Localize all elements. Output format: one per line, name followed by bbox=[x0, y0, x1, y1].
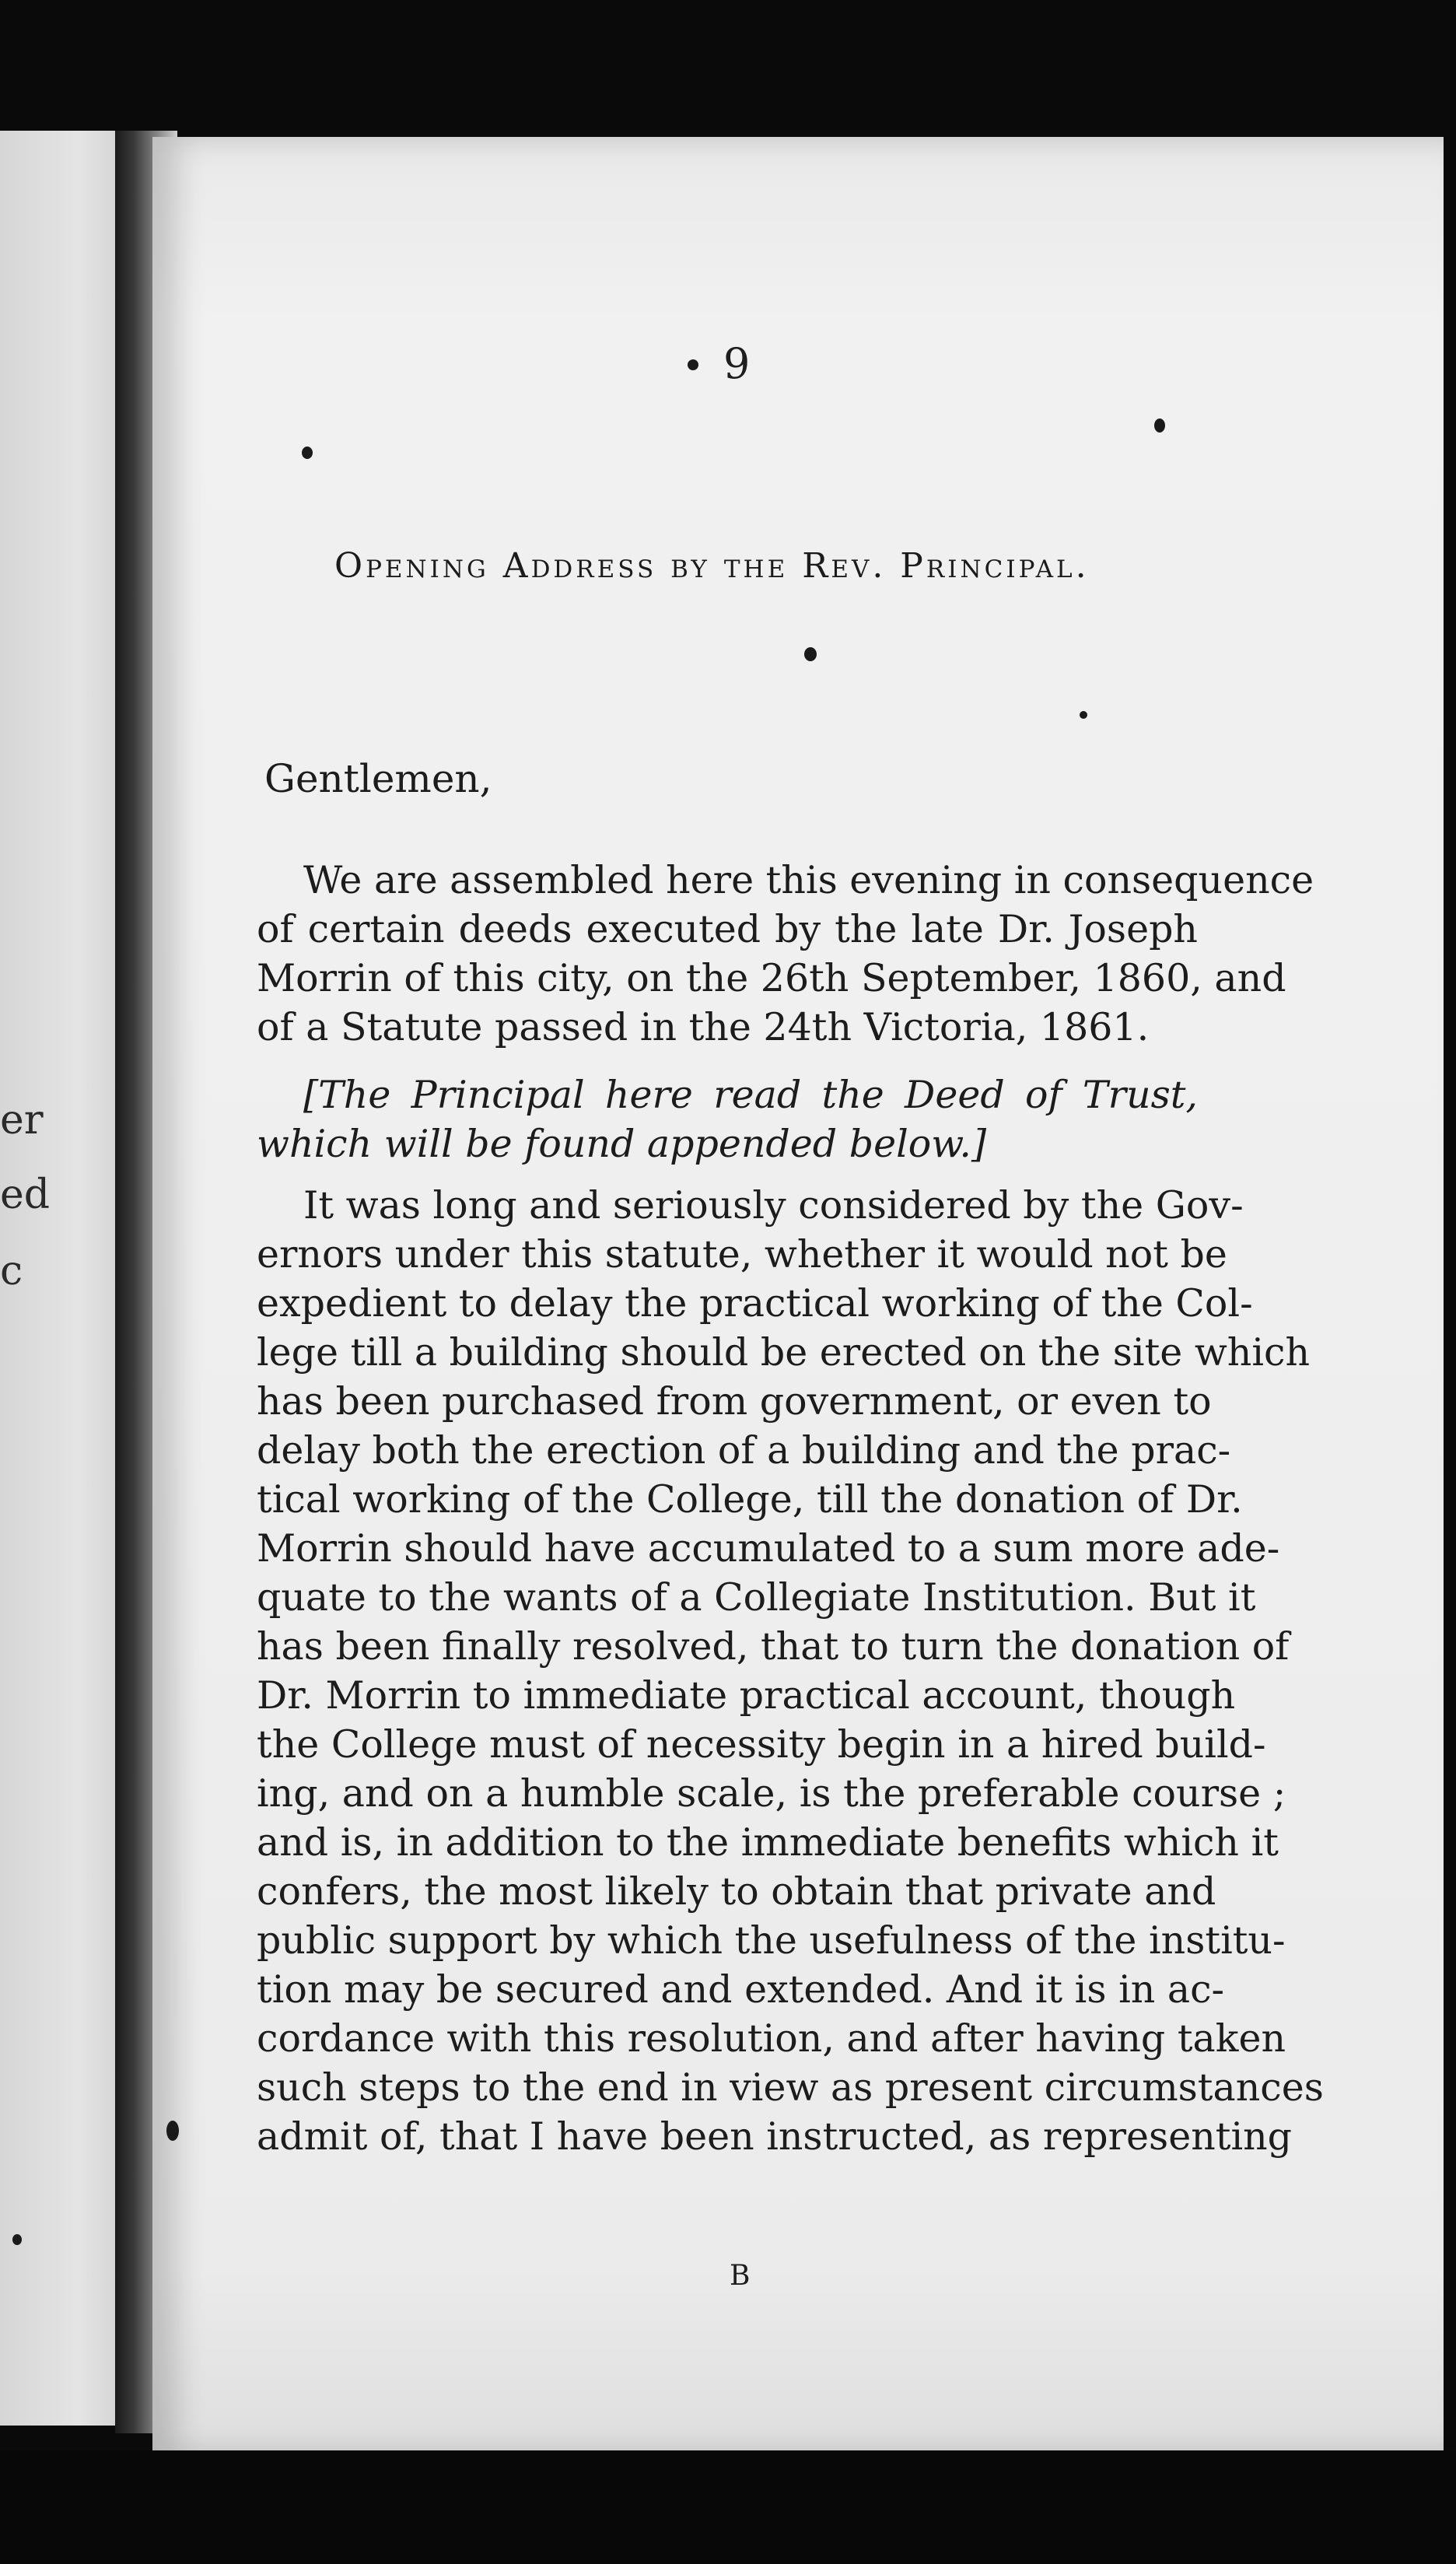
previous-page-fragment: c bbox=[0, 1248, 23, 1294]
text-line: Morrin should have accumulated to a sum more ade- bbox=[257, 1526, 1280, 1571]
ink-speck bbox=[12, 2234, 22, 2245]
editorial-note bbox=[257, 1070, 1198, 1168]
previous-page-edge bbox=[0, 131, 132, 2426]
text-line: Dr. Morrin to immediate practical account, though bbox=[257, 1673, 1236, 1718]
page-heading: Opening Address by the Rev. Principal. bbox=[334, 546, 1090, 586]
note-line: which will be found appended below.] bbox=[257, 1122, 987, 1166]
previous-page-fragment: ed bbox=[0, 1172, 51, 1218]
text-line: quate to the wants of a Collegiate Institution. But it bbox=[257, 1575, 1256, 1620]
text-line: lege till a building should be erected on the site which bbox=[257, 1330, 1311, 1375]
text-line: We are assembled here this evening in consequence bbox=[303, 858, 1314, 902]
paragraph-two bbox=[257, 1181, 1324, 2161]
ink-speck bbox=[1080, 711, 1087, 719]
paragraph-one bbox=[257, 856, 1314, 1052]
text-line: cordance with this resolution, and after having taken bbox=[257, 2016, 1286, 2061]
text-line: of certain deeds executed by the late Dr. Joseph bbox=[257, 907, 1198, 951]
text-line: admit of, that I have been instructed, as representing bbox=[257, 2114, 1293, 2159]
text-line: delay both the erection of a building and the prac- bbox=[257, 1428, 1231, 1473]
text-line: and is, in addition to the immediate benefits which it bbox=[257, 1820, 1279, 1865]
text-line: has been finally resolved, that to turn the donation of bbox=[257, 1624, 1290, 1669]
signature-mark: B bbox=[730, 2260, 751, 2292]
text-line: of a Statute passed in the 24th Victoria, 1861. bbox=[257, 1005, 1150, 1049]
text-line: such steps to the end in view as present circumstances bbox=[257, 2065, 1324, 2110]
text-line: has been purchased from government, or even to bbox=[257, 1379, 1212, 1424]
text-line: It was long and seriously considered by the Gov- bbox=[303, 1183, 1244, 1228]
text-line: expedient to delay the practical working of the Col- bbox=[257, 1281, 1253, 1326]
text-line: ing, and on a humble scale, is the preferable course ; bbox=[257, 1771, 1286, 1816]
text-line: the College must of necessity begin in a hired build- bbox=[257, 1722, 1266, 1767]
text-line: confers, the most likely to obtain that private and bbox=[257, 1869, 1216, 1914]
scan-border-bottom bbox=[0, 2450, 1456, 2564]
text-line: Morrin of this city, on the 26th September, 1860, and bbox=[257, 956, 1286, 1000]
text-line: tion may be secured and extended. And it is in ac- bbox=[257, 1967, 1225, 2012]
ink-speck bbox=[804, 647, 817, 661]
ink-speck bbox=[166, 2121, 179, 2141]
note-line: [The Principal here read the Deed of Trust, bbox=[303, 1073, 1198, 1117]
ink-speck bbox=[688, 359, 698, 370]
text-line: public support by which the usefulness of the institu- bbox=[257, 1918, 1286, 1963]
text-line: ernors under this statute, whether it would not be bbox=[257, 1232, 1227, 1277]
ink-speck bbox=[302, 447, 313, 459]
previous-page-fragment: er bbox=[0, 1097, 44, 1144]
ink-speck bbox=[1154, 419, 1165, 433]
page-number: 9 bbox=[723, 339, 751, 388]
salutation: Gentlemen, bbox=[264, 756, 492, 801]
text-line: tical working of the College, till the donation of Dr. bbox=[257, 1477, 1243, 1522]
